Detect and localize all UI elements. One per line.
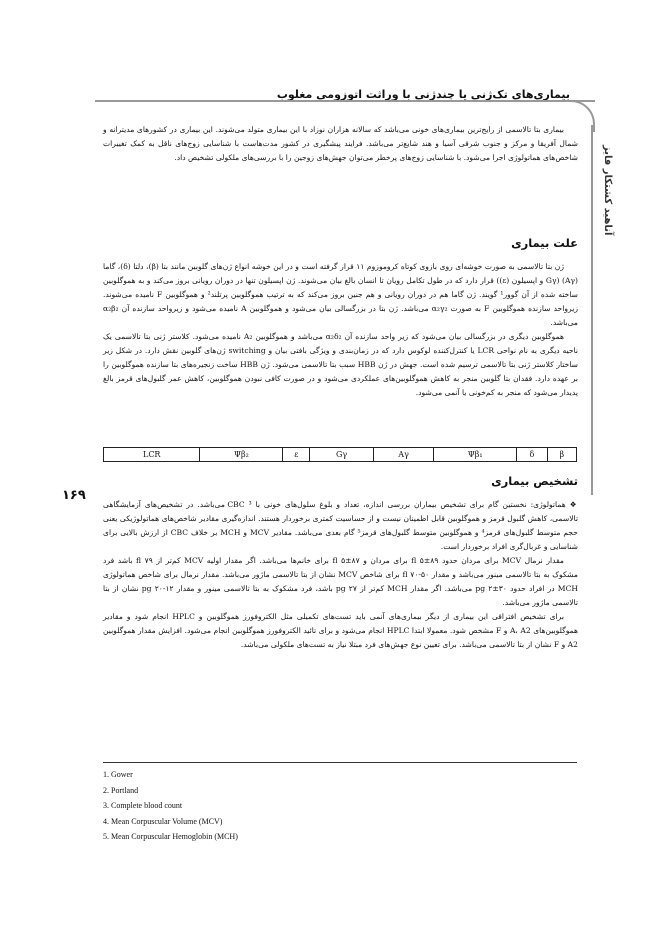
cause-heading: علت بیماری <box>511 236 578 250</box>
intro-paragraph: بیماری بتا تالاسمی از رایج‌ترین بیماری‌های خونی می‌باشد که سالانه هزاران نوزاد با این بیماری متولد می‌شوند. این بیماری در کشورهای مدیترانه و شمال آفریقا و مرکز و جنوب شرقی آسیا و هند شایع‌تر می‌باشد. فرایند پیشگیری در کشور مدت‌هاست با شناسایی زوج‌های ناقل به کمک تغییرات شاخص‌های هماتولوژی اجرا می‌شود. با شناسایی زوج‌های پرخطر می‌توان جهش‌های زوجین را با بررسی‌های ملکولی تشخیص داد. <box>103 125 578 162</box>
cause-section <box>103 260 578 400</box>
footnote-1: 1. Gower <box>103 770 133 779</box>
gene-cell-g-gamma: Gγ <box>310 448 374 462</box>
footnote-5: 5. Mean Corpuscular Hemoglobin (MCH) <box>103 832 238 841</box>
gene-cell-lcr: LCR <box>104 448 200 462</box>
hematology-bullet <box>103 498 578 554</box>
header-rule <box>95 100 595 102</box>
hematology-paragraph: هماتولوژی: نخستین گام برای تشخیص بیماران بررسی اندازه، تعداد و بلوغ سلول‌های خونی با CBC ³ می‌باشد. در تشخیص‌های آزمایشگاهی تالاسمی، کاهش گلبول قرمز و هموگلوبین قابل اطمینان نیست و از حساسیت کمتری برخوردار هستند. اندازه‌گیری مقادیر شاخص‌های هماتولوژیکی یعنی حجم متوسط گلبول‌های قرمز⁴ و هموگلوبین متوسط گلبول‌های قرمز⁵ گام بعدی می‌باشد. مقادیر MCV و MCH بر خلاف CBC از ارزش بالایی برای شناسایی و غربال‌گری افراد برخوردار است. <box>103 500 578 551</box>
footnote-rule <box>103 762 577 763</box>
gene-cell-a-gamma: Aγ <box>373 448 433 462</box>
gene-cell-psi-beta2: Ψβ₂ <box>200 448 283 462</box>
footnote-3: 3. Complete blood count <box>103 801 183 810</box>
footnote-2: 2. Portland <box>103 785 139 795</box>
cause-paragraph-1: ژن بتا تالاسمی به صورت خوشه‌ای روی بازوی کوتاه کروموزوم ۱۱ قرار گرفته است و در این خوشه انواع ژن‌های گلوبین مانند بتا (β)، دلتا (δ)، گاما (Aγ) (Gγ و اپسیلون (ε)) قرار دارد که در طول تکامل رویان تا انسان بالغ بیان می‌شوند. ژن اپسیلون تنها در دوران رویانی بروز می‌کند و به هموگلوبین ساخته شده از آن گوور¹ گویند. ژن گاما هم در دوران رویانی و هم جنین بروز می‌کند که به ترتیب هموگلوبین پرتلند² و هموگلوبین F نامیده می‌شوند. زیرواحد سازنده هموگلوبین F به صورت α₂γ₂ می‌باشد. ژن بتا در بزرگسالی بیان می‌شود و هموگلوبین A نامیده می‌شود و زیرواحد سازنده آن α₂β₂ می‌باشد. <box>103 262 579 327</box>
hplc-paragraph: برای تشخیص افتراقی این بیماری از دیگر بیماری‌های آنمی باید تست‌های تکمیلی مثل الکتروفورز هموگلوبین و HPLC انجام شود و مقادیر هموگلوبین‌های A، A2 و F مشخص شود. معمولا ابتدا HPLC انجام می‌شود و برای تائید الکتروفورز هموگلوبین انجام می‌شود. افزایش مقدار هموگلوبین A2 و F نشان از بتا تالاسمی می‌باشد. برای تعیین نوع جهش‌های فرد مبتلا نیاز به تست‌های ملکولی می‌باشد. <box>103 612 579 649</box>
footnote-4: 4. Mean Corpuscular Volume (MCV) <box>103 816 223 826</box>
bullet-icon: ❖ <box>569 500 578 509</box>
page-number: ۱۶۹ <box>62 488 86 503</box>
intro-section <box>103 123 578 165</box>
mcv-mch-paragraph: مقدار نرمال MCV برای مردان حدود ۸۹±۵ fl برای مردان و ۸۷±۵ fl برای خانم‌ها می‌باشد. اگر مقدار اولیه MCV کم‌تر از ۷۹ fl باشد فرد مشکوک به بتا تالاسمی مینور می‌باشد و مقدار ۵۰-۷۰ fl برای شاخص MCV نشان از بتا تالاسمی ماژور می‌باشد. مقدار نرمال برای شاخص هماتولوژی MCH در افراد حدود ۳۰±۲ pg می‌باشد. اگر مقدار MCH کم‌تر از ۲۷ pg باشد، فرد مشکوک به بتا تالاسمی مینور و مقدار ۱۲-۲۰ pg نشان از بتا تالاسمی ماژور می‌باشد. <box>103 556 579 607</box>
diagnosis-section <box>103 498 578 652</box>
gene-cell-beta: β <box>547 448 576 462</box>
gene-cell-psi-beta1: Ψβ₁ <box>434 448 517 462</box>
author-side-label: آناهید کشتکار فایز <box>602 144 613 236</box>
footnotes <box>103 767 403 845</box>
gene-cell-epsilon: ε <box>283 448 310 462</box>
running-title: بیماری‌های تک‌ژنی یا چندژنی با وراثت اتوزومی مغلوب <box>276 88 570 101</box>
diagnosis-heading: تشخیص بیماری <box>491 474 578 488</box>
cause-paragraph-2: هموگلوبین دیگری در بزرگسالی بیان می‌شود که زیر واحد سازنده آن α₂δ₂ می‌باشد و هموگلوبین A₂ نامیده می‌شود. کلاستر ژنی بتا تالاسمی یک ناحیه دیگری به نام نواحی LCR یا کنترل‌کننده لوکوس دارد که در زمان‌بندی و ویژگی بافتی بیان و switching ژن‌های گلوبین نقش دارد. در شکل زیر ساختار کلاستر ژنی بتا تالاسمی ترسیم شده است. جهش در ژن HBB سبب بتا تالاسمی می‌شود. ژن HBB ساخت زنجیره‌های بتا سازنده هموگلوبین را بر عهده دارد. فقدان بتا گلوبین منجر به کاهش هموگلوبین‌های عملکردی می‌شود و در صورت کافی نبودن هموگلوبین، کاهش عمر گلبول‌های قرمز بالغ پدیدار می‌شود که منجر به کم‌خونی یا آنمی می‌شود. <box>103 332 579 397</box>
gene-cluster-table <box>103 447 577 462</box>
gene-cell-delta: δ <box>517 448 547 462</box>
